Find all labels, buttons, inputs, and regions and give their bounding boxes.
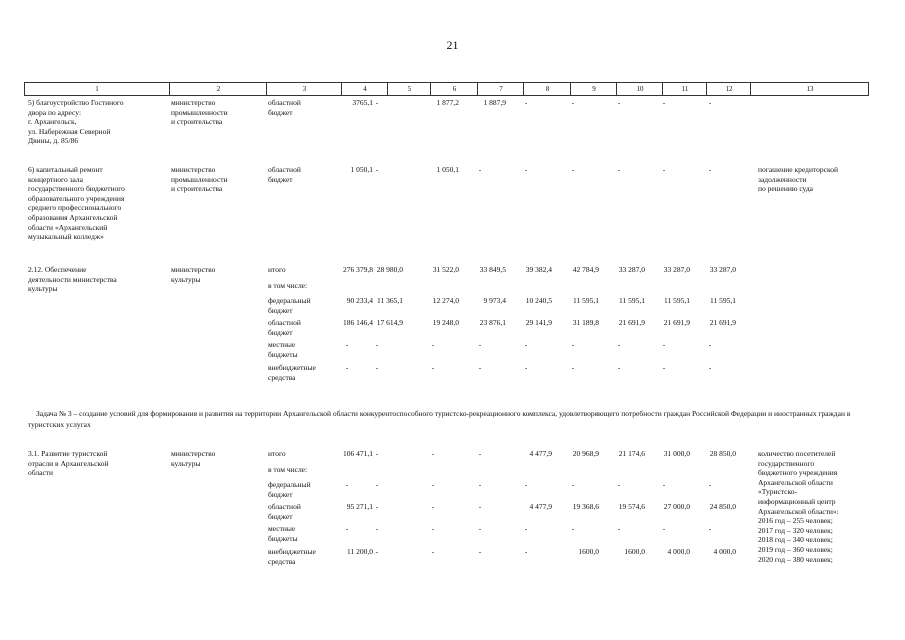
row-note: количество посетителей государственного бюджетного учреждения Архангельской области «Туристско- информационный центр Архангельской области»: 2016 год – 255 человек; 2017 год – 320 человек; 2018 год – 340 человек; 2019 год – 360 человек; 2020 год – 380 человек;: [758, 449, 839, 564]
amount-cell: 11 595,1: [573, 296, 599, 305]
amount-cell: 39 382,4: [525, 265, 552, 274]
amount-cell: -: [375, 165, 379, 174]
amount-cell: 10 240,5: [525, 296, 552, 305]
amount-cell: -: [524, 363, 528, 372]
funding-source: итого: [268, 449, 286, 458]
amount-cell: -: [617, 524, 621, 533]
column-header: 6: [430, 83, 478, 95]
amount-cell: 1600,0: [624, 547, 645, 556]
amount-cell: -: [478, 524, 482, 533]
amount-cell: 21 691,9: [618, 318, 645, 327]
amount-cell: 31 189,8: [572, 318, 599, 327]
amount-cell: 20 968,9: [572, 449, 599, 458]
amount-cell: 19 248,0: [432, 318, 459, 327]
amount-cell: 11 200,0: [347, 547, 373, 556]
amount-cell: 12 274,0: [432, 296, 459, 305]
amount-cell: -: [617, 98, 621, 107]
funding-source: областной бюджет: [268, 502, 301, 521]
amount-cell: 31 522,0: [432, 265, 459, 274]
amount-cell: -: [524, 480, 528, 489]
amount-cell: 27 000,0: [663, 502, 690, 511]
amount-cell: 21 174,6: [618, 449, 645, 458]
amount-cell: 11 595,1: [710, 296, 736, 305]
funding-source: федеральный бюджет: [268, 480, 311, 499]
row-ministry: министерство культуры: [171, 265, 216, 284]
amount-cell: -: [617, 340, 621, 349]
funding-source: внебюджетные средства: [268, 363, 316, 382]
funding-source: в том числе:: [268, 281, 308, 290]
amount-cell: -: [375, 363, 379, 372]
amount-cell: -: [662, 524, 666, 533]
amount-cell: -: [662, 340, 666, 349]
column-header: 1: [95, 85, 99, 93]
amount-cell: 4 000,0: [713, 547, 736, 556]
amount-cell: -: [375, 547, 379, 556]
amount-cell: -: [375, 480, 379, 489]
column-header: 8: [523, 83, 571, 95]
amount-cell: 1 887,9: [483, 98, 506, 107]
column-header: 10: [616, 83, 663, 95]
amount-cell: 186 146,4: [343, 318, 373, 327]
amount-cell: -: [345, 480, 349, 489]
row-name: 6) капитальный ремонт концертного зала государственного бюджетного образовательного учреждения среднего профессионального образования Архангельской области «Архангельский музыкальный колледж»: [28, 165, 125, 242]
amount-cell: -: [708, 363, 712, 372]
amount-cell: -: [571, 480, 575, 489]
amount-cell: -: [478, 502, 482, 511]
amount-cell: -: [431, 340, 435, 349]
amount-cell: 106 471,1: [343, 449, 373, 458]
amount-cell: 19 368,6: [572, 502, 599, 511]
amount-cell: -: [708, 98, 712, 107]
row-name: 5) благоустройство Гостиного двора по адресу: г. Архангельск, ул. Набережная Северной Двины, д. 85/86: [28, 98, 124, 146]
amount-cell: 1 050,1: [436, 165, 459, 174]
amount-cell: 42 784,9: [572, 265, 599, 274]
amount-cell: 11 595,1: [664, 296, 690, 305]
row-name: 3.1. Развитие туристской отрасли в Архангельской области: [28, 449, 109, 478]
amount-cell: 33 849,5: [479, 265, 506, 274]
column-header: 5: [387, 83, 431, 95]
amount-cell: 4 477,9: [529, 502, 552, 511]
amount-cell: -: [662, 363, 666, 372]
row-note: погашение кредиторской задолженности по решению суда: [758, 165, 838, 194]
amount-cell: -: [478, 547, 482, 556]
amount-cell: -: [662, 165, 666, 174]
amount-cell: -: [478, 449, 482, 458]
amount-cell: 28 850,0: [709, 449, 736, 458]
row-ministry: министерство промышленности и строительства: [171, 165, 228, 194]
amount-cell: 4 000,0: [667, 547, 690, 556]
amount-cell: 1600,0: [578, 547, 599, 556]
amount-cell: -: [345, 524, 349, 533]
amount-cell: -: [431, 502, 435, 511]
amount-cell: 90 233,4: [346, 296, 373, 305]
amount-cell: -: [431, 547, 435, 556]
amount-cell: -: [478, 340, 482, 349]
amount-cell: -: [431, 480, 435, 489]
funding-source: итого: [268, 265, 286, 274]
amount-cell: -: [571, 524, 575, 533]
row-ministry: министерство культуры: [171, 449, 216, 468]
amount-cell: -: [478, 480, 482, 489]
amount-cell: 33 287,0: [663, 265, 690, 274]
amount-cell: 95 271,1: [346, 502, 373, 511]
amount-cell: 11 365,1: [377, 296, 403, 305]
row-name: 2.12. Обеспечение деятельности министерства культуры: [28, 265, 117, 294]
amount-cell: -: [345, 363, 349, 372]
funding-source: в том числе:: [268, 465, 308, 474]
amount-cell: 21 691,9: [663, 318, 690, 327]
amount-cell: 33 287,0: [709, 265, 736, 274]
amount-cell: -: [345, 340, 349, 349]
amount-cell: -: [431, 363, 435, 372]
amount-cell: 1 050,1: [350, 165, 373, 174]
column-header-row: [24, 82, 869, 96]
amount-cell: -: [375, 449, 379, 458]
amount-cell: -: [708, 480, 712, 489]
column-header: 4: [341, 83, 388, 95]
amount-cell: -: [375, 340, 379, 349]
amount-cell: -: [571, 340, 575, 349]
column-header: 9: [570, 83, 617, 95]
amount-cell: -: [478, 165, 482, 174]
task-heading: Задача № 3 – создание условий для формирования и развития на территории Архангельской области конкурентоспособного туристско-рекреационного комплекса, удовлетворяющего потребности граждан Российской Федерации и иностранных граждан в туристских услугах: [28, 409, 851, 429]
column-header: 2: [169, 83, 267, 95]
funding-source: внебюджетные средства: [268, 547, 316, 566]
amount-cell: 3765,1: [352, 98, 373, 107]
amount-cell: 19 574,6: [618, 502, 645, 511]
amount-cell: -: [524, 165, 528, 174]
amount-cell: 28 980,0: [376, 265, 403, 274]
column-header: 11: [662, 83, 707, 95]
amount-cell: 24 850,0: [709, 502, 736, 511]
amount-cell: -: [571, 98, 575, 107]
amount-cell: -: [524, 98, 528, 107]
amount-cell: -: [524, 547, 528, 556]
amount-cell: 11 595,1: [619, 296, 645, 305]
amount-cell: 31 000,0: [663, 449, 690, 458]
amount-cell: -: [431, 524, 435, 533]
amount-cell: -: [431, 449, 435, 458]
funding-source: областной бюджет: [268, 165, 301, 184]
amount-cell: -: [662, 480, 666, 489]
funding-source: местные бюджеты: [268, 340, 298, 359]
amount-cell: 23 876,1: [479, 318, 506, 327]
amount-cell: -: [375, 502, 379, 511]
amount-cell: -: [375, 524, 379, 533]
row-ministry: министерство промышленности и строительства: [171, 98, 228, 127]
amount-cell: 21 691,9: [709, 318, 736, 327]
amount-cell: -: [708, 524, 712, 533]
column-header: 3: [266, 83, 342, 95]
amount-cell: -: [571, 165, 575, 174]
amount-cell: 1 877,2: [436, 98, 459, 107]
funding-source: областной бюджет: [268, 318, 301, 337]
amount-cell: -: [617, 165, 621, 174]
amount-cell: 276 379,8: [343, 265, 373, 274]
amount-cell: 33 287,0: [618, 265, 645, 274]
amount-cell: 17 614,9: [376, 318, 403, 327]
amount-cell: -: [524, 340, 528, 349]
amount-cell: 9 973,4: [483, 296, 506, 305]
column-header: 7: [477, 83, 524, 95]
funding-source: областной бюджет: [268, 98, 301, 117]
amount-cell: -: [617, 480, 621, 489]
amount-cell: -: [524, 524, 528, 533]
column-header: 12: [706, 83, 751, 95]
amount-cell: -: [571, 363, 575, 372]
amount-cell: -: [708, 165, 712, 174]
amount-cell: 4 477,9: [529, 449, 552, 458]
amount-cell: -: [662, 98, 666, 107]
amount-cell: 29 141,9: [525, 318, 552, 327]
amount-cell: -: [478, 363, 482, 372]
column-header: 13: [750, 83, 869, 95]
funding-source: местные бюджеты: [268, 524, 298, 543]
amount-cell: -: [617, 363, 621, 372]
funding-source: федеральный бюджет: [268, 296, 311, 315]
page-number: 21: [446, 38, 459, 52]
amount-cell: -: [708, 340, 712, 349]
amount-cell: -: [375, 98, 379, 107]
